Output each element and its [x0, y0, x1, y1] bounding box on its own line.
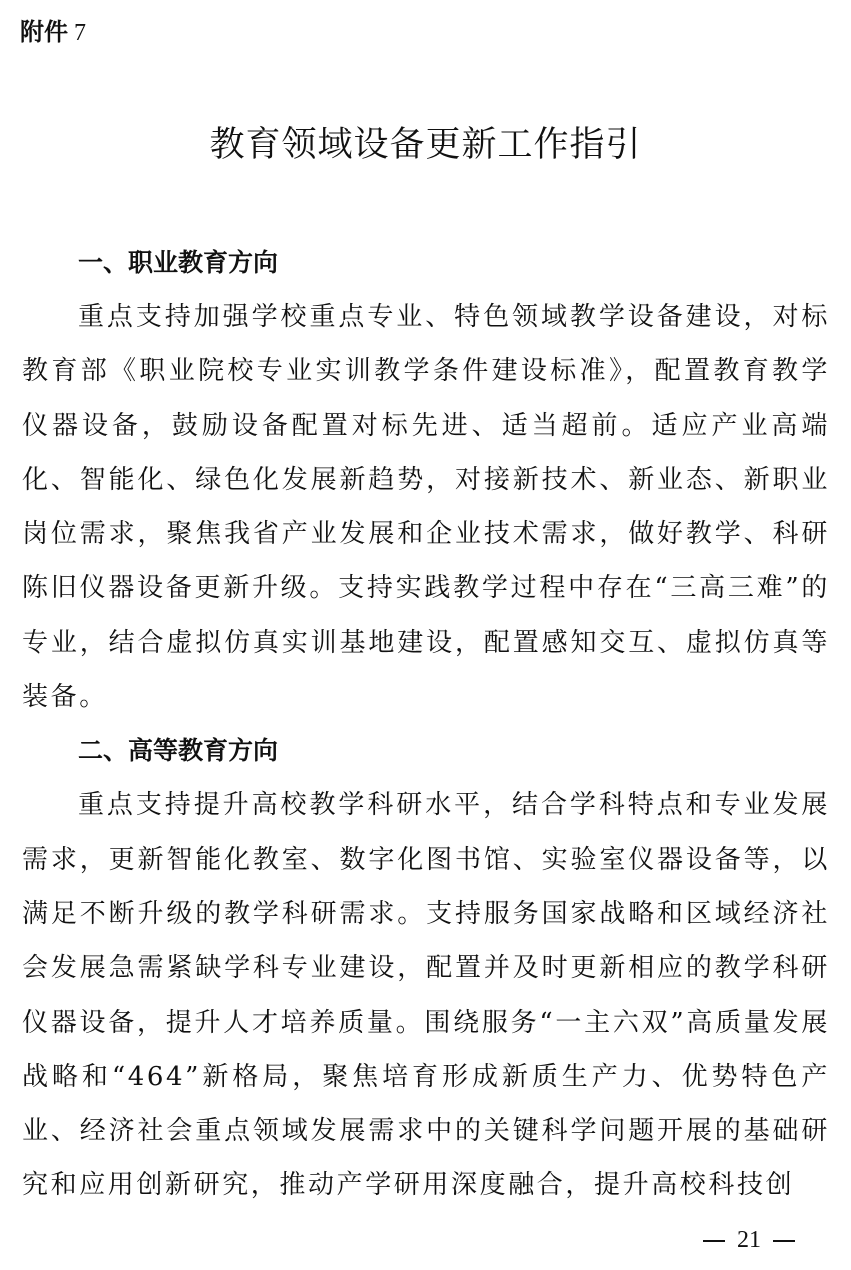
- section-paragraph-higher-education: 重点支持提升高校教学科研水平，结合学科特点和专业发展需求，更新智能化教室、数字化图书馆、实验室仪器设备等，以满足不断升级的教学科研需求。支持服务国家战略和区域经济社会发展急需紧缺学科专业建设，配置并及时更新相应的教学科研仪器设备，提升人才培养质量。围绕服务“一主六双”高质量发展战略和“464”新格局，聚焦培育形成新质生产力、优势特色产业、经济社会重点领域发展需求中的关键科学问题开展的基础研究和应用创新研究，推动产学研用深度融合，提升高校科技创: [22, 790, 830, 1201]
- document-title: 教育领域设备更新工作指引: [209, 125, 642, 165]
- page-number-dash-right: [773, 1240, 795, 1242]
- attachment-label: [20, 14, 86, 51]
- section-paragraph-vocational: 重点支持加强学校重点专业、特色领域教学设备建设，对标教育部《职业院校专业实训教学条件建设标准》，配置教育教学仪器设备，鼓励设备配置对标先进、适当超前。适应产业高端化、智能化、绿色化发展新趋势，对接新技术、新业态、新职业岗位需求，聚焦我省产业发展和企业技术需求，做好教学、科研陈旧仪器设备更新升级。支持实践教学过程中存在“三高三难”的专业，结合虚拟仿真实训基地建设，配置感知交互、虚拟仿真等装备。: [22, 302, 830, 713]
- section-heading-vocational: 一、职业教育方向: [78, 248, 279, 277]
- attachment-number: 7: [74, 20, 86, 46]
- page-footer: [0, 1222, 851, 1258]
- page-number: 21: [737, 1227, 761, 1253]
- attachment-label-text: 附件: [20, 18, 68, 46]
- page-number-dash-left: [703, 1240, 725, 1242]
- section-heading-higher-education: 二、高等教育方向: [78, 736, 279, 766]
- document-body: [22, 236, 830, 1213]
